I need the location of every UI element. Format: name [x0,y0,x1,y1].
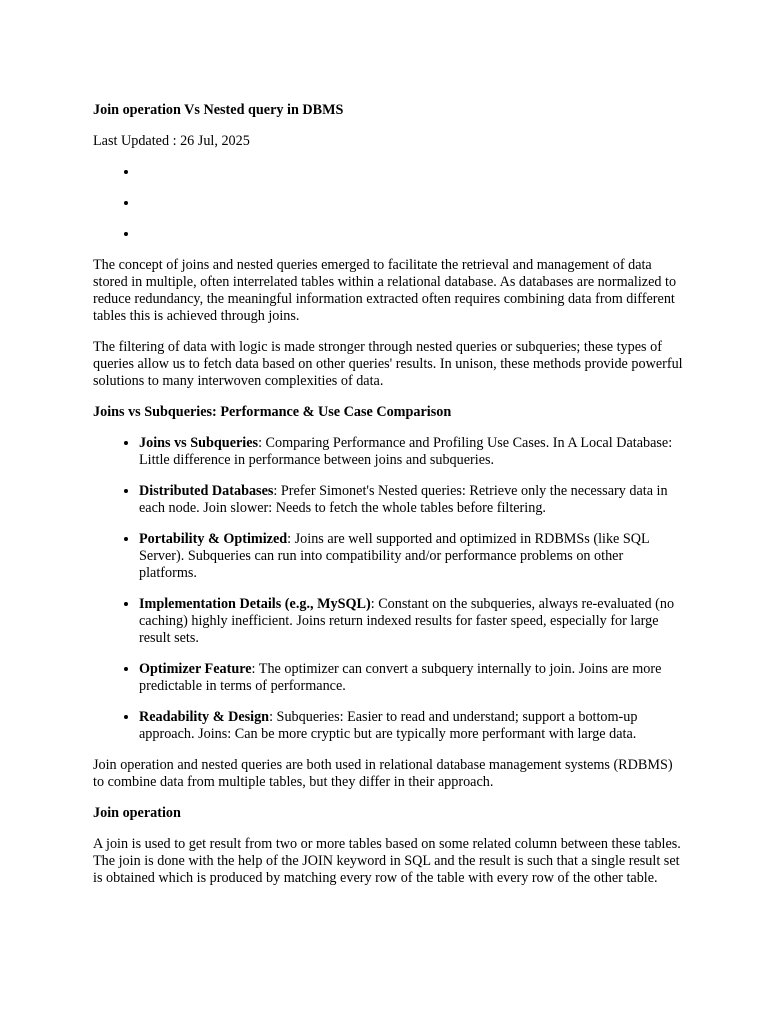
comparison-heading: Joins vs Subqueries: Performance & Use Case Comparison [93,404,452,420]
comparison-text: : The optimizer can convert a subquery internally to join. Joins are more predictable in terms of performance. [139,661,662,694]
comparison-term: Distributed Databases [139,483,274,499]
comparison-item [139,435,683,469]
page-title: Join operation Vs Nested query in DBMS [93,102,344,118]
comparison-term: Joins vs Subqueries [139,435,259,451]
comparison-item [139,661,683,695]
comparison-text: : Joins are well supported and optimized in RDBMSs (like SQL Server). Subqueries can run into compatibility and/or performance problems on other platforms. [139,531,650,581]
comparison-term: Portability & Optimized [139,531,288,547]
join-paragraph: A join is used to get result from two or more tables based on some related column between these tables. The join is done with the help of the JOIN keyword in SQL and the result is such that a single result set is obtained which is produced by matching every row of the table with every row of the other table. [93,836,681,886]
empty-list-item [139,164,683,181]
comparison-list [93,435,683,743]
comparison-item [139,709,683,743]
summary-paragraph: Join operation and nested queries are both used in relational database management systems (RDBMS) to combine data from multiple tables, but they differ in their approach. [93,757,673,790]
comparison-term: Readability & Design [139,709,270,725]
comparison-item [139,531,683,582]
empty-bullet-list [93,164,683,243]
article [93,102,683,901]
comparison-item [139,596,683,647]
comparison-text: : Subqueries: Easier to read and understand; support a bottom-up approach. Joins: Can be more cryptic but are typically more performant with large data. [139,709,638,742]
join-heading: Join operation [93,805,181,821]
comparison-term: Implementation Details (e.g., MySQL) [139,596,371,612]
intro-paragraph-2: The filtering of data with logic is made stronger through nested queries or subqueries; these types of queries allow us to fetch data based on other queries' results. In unison, these methods provide powerful solutions to many interwoven complexities of data. [93,339,683,389]
comparison-term: Optimizer Feature [139,661,252,677]
intro-paragraph-1: The concept of joins and nested queries emerged to facilitate the retrieval and management of data stored in multiple, often interrelated tables within a relational database. As databases are normalized to reduce redundancy, the meaningful information extracted often requires combining data from different tables this is achieved through joins. [93,257,677,324]
comparison-text: : Prefer Simonet's Nested queries: Retrieve only the necessary data in each node. Join slower: Needs to fetch the whole tables before filtering. [139,483,668,516]
empty-list-item [139,195,683,212]
last-updated: Last Updated : 26 Jul, 2025 [93,133,250,149]
empty-list-item [139,226,683,243]
comparison-text: : Comparing Performance and Profiling Use Cases. In A Local Database: Little difference in performance between joins and subqueries. [139,435,673,468]
comparison-text: : Constant on the subqueries, always re-evaluated (no caching) highly inefficient. Joins return indexed results for faster speed, especially for large result sets. [139,596,675,646]
comparison-item [139,483,683,517]
